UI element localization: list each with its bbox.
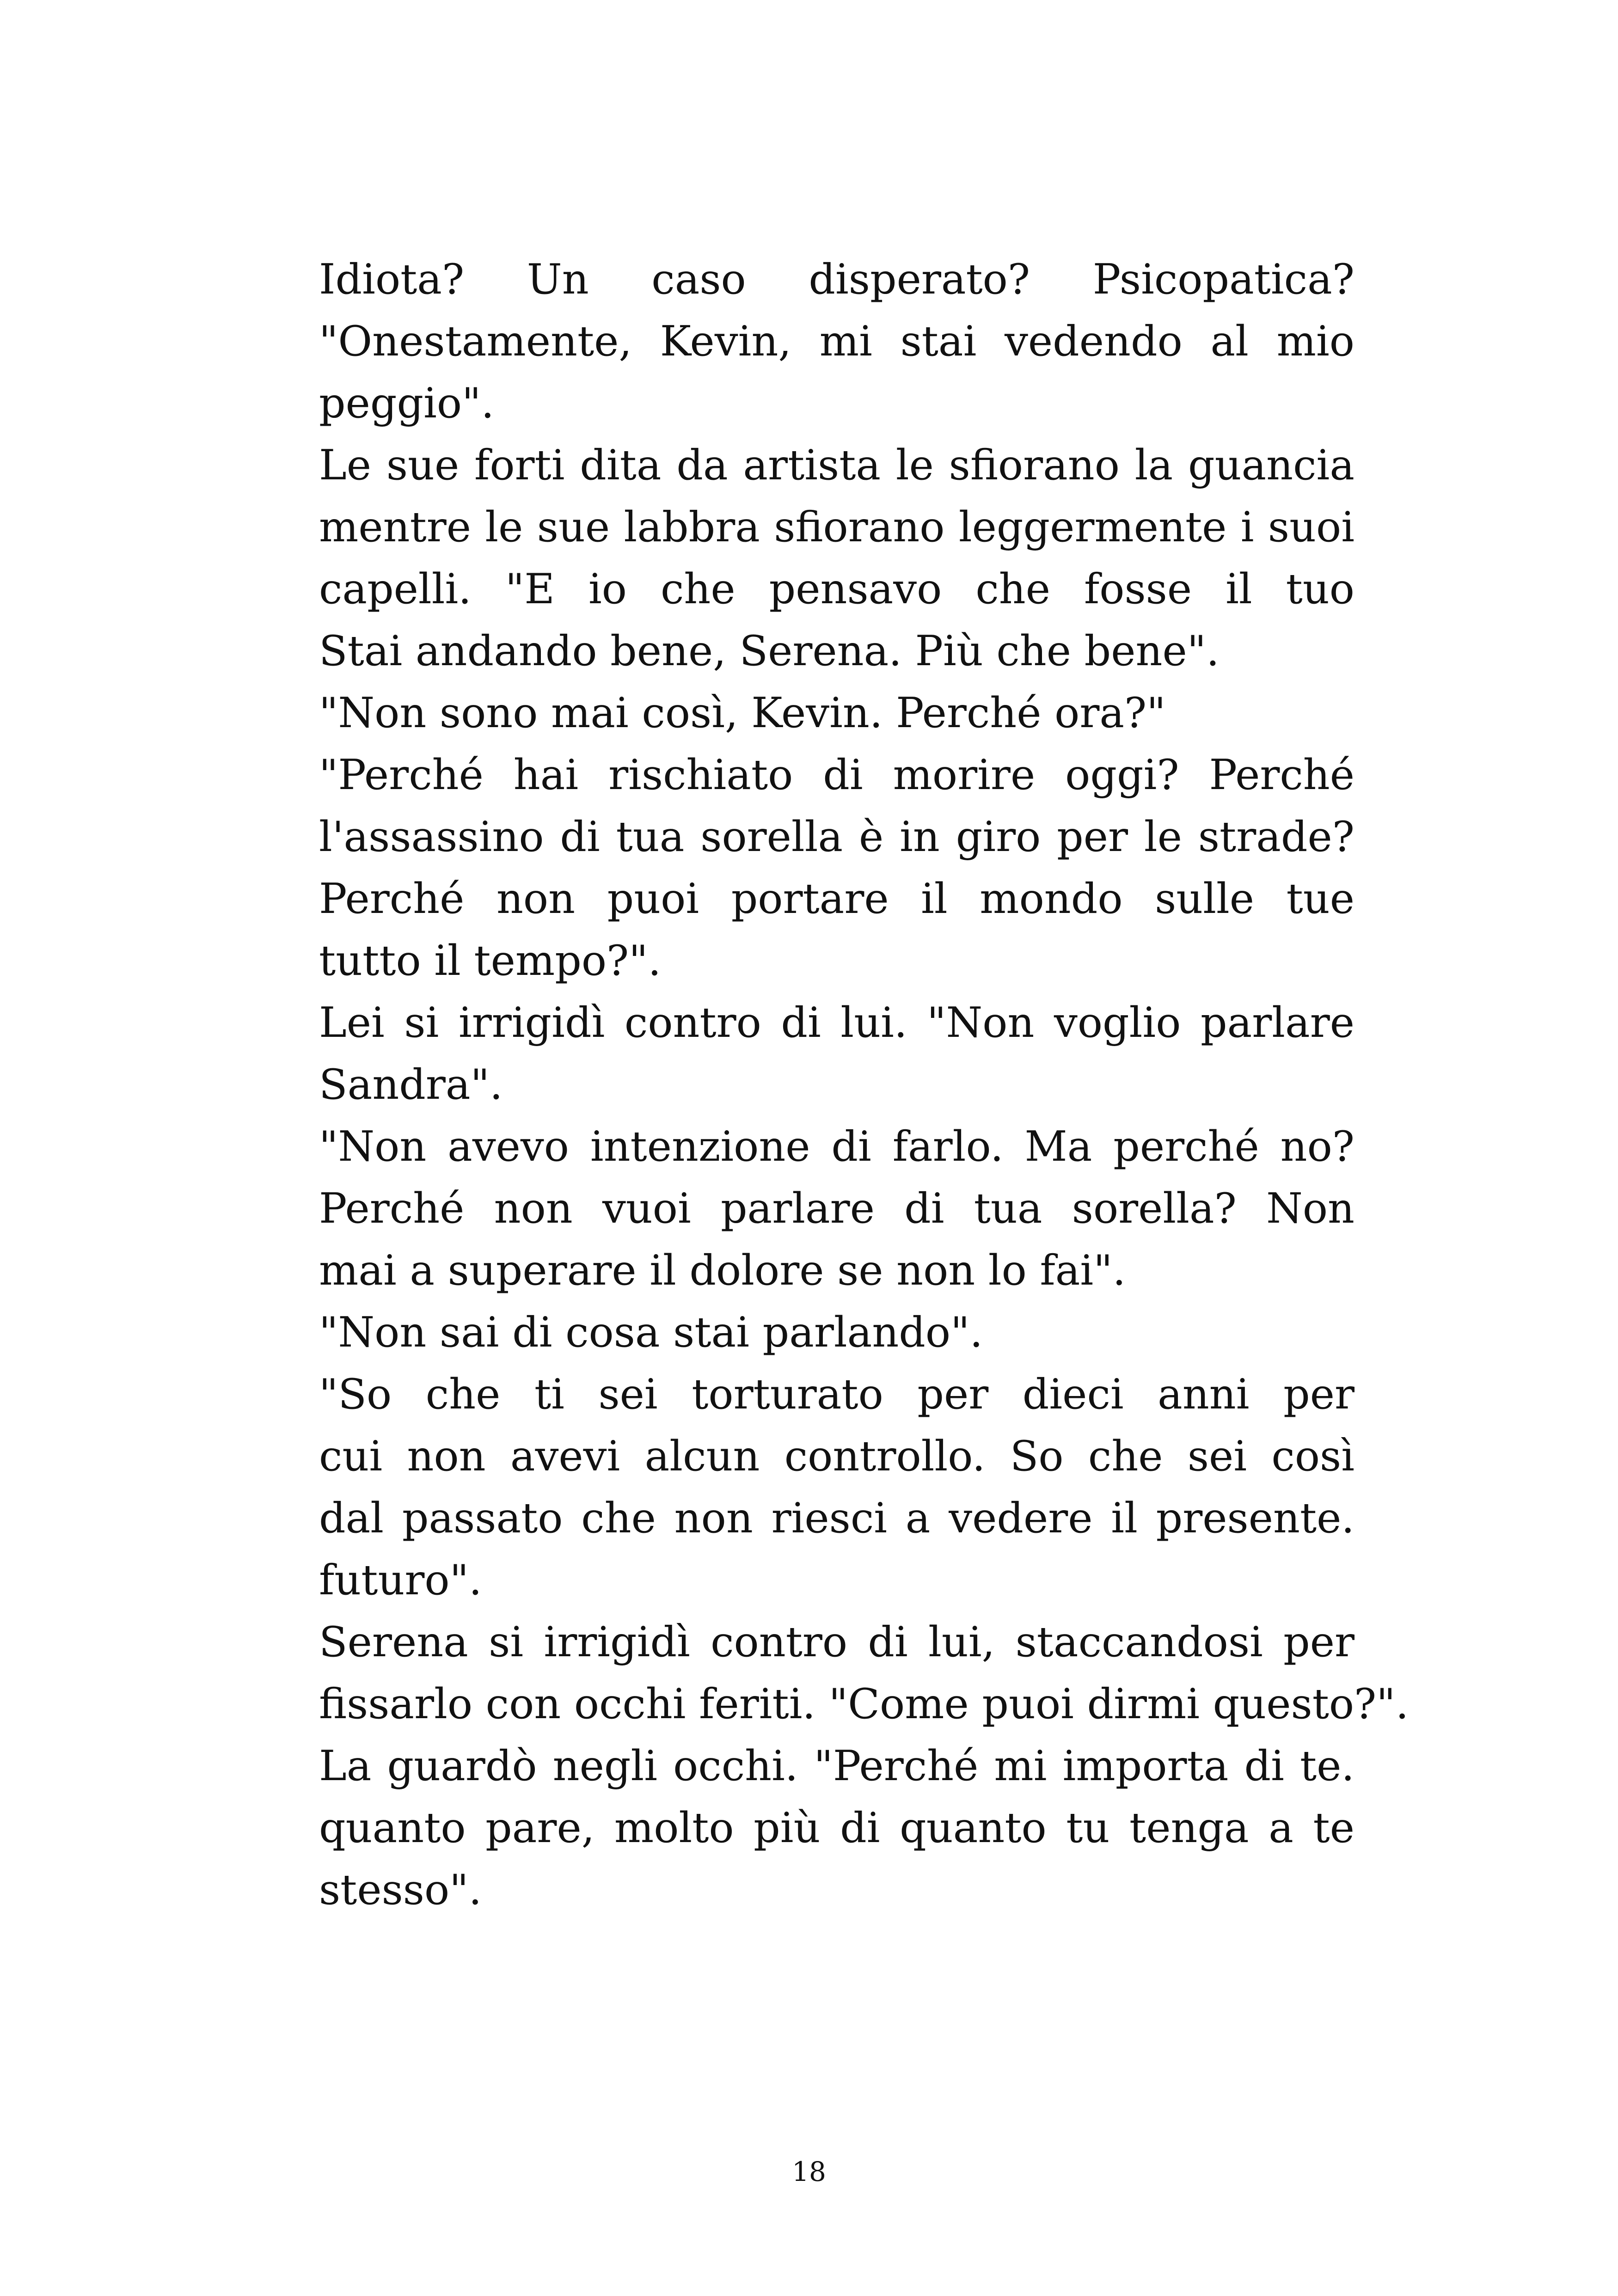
text-line: stesso".	[319, 1866, 482, 1914]
text-line: quanto pare, molto più di quanto tu tenga a te	[319, 1804, 1354, 1852]
text-line: fissarlo con occhi feriti. "Come puoi dirmi questo?".	[319, 1680, 1409, 1728]
text-line: "So che ti sei torturato per dieci anni per	[319, 1370, 1354, 1419]
text-line: Sandra".	[319, 1060, 503, 1109]
text-line: Perché non vuoi parlare di tua sorella? Non	[319, 1184, 1354, 1233]
text-line: La guardò negli occhi. "Perché mi importa di te.	[319, 1742, 1354, 1790]
text-line: futuro".	[319, 1556, 482, 1604]
text-line: Lei si irrigidì contro di lui. "Non voglio parlare	[319, 998, 1354, 1047]
text-line: peggio".	[319, 379, 495, 428]
text-line: "Non sono mai così, Kevin. Perché ora?"	[319, 689, 1166, 737]
text-line: Stai andando bene, Serena. Più che bene".	[319, 627, 1220, 675]
text-line: mentre le sue labbra sfiorano leggermente i suoi	[319, 503, 1354, 551]
page-number: 18	[792, 2156, 826, 2187]
text-line: "Non avevo intenzione di farlo. Ma perché no?	[319, 1122, 1354, 1171]
text-line: Idiota? Un caso disperato? Psicopatica?	[319, 255, 1354, 304]
text-line: Serena si irrigidì contro di lui, staccandosi per	[319, 1618, 1354, 1666]
text-line: "Perché hai rischiato di morire oggi? Perché	[319, 751, 1354, 799]
text-line: l'assassino di tua sorella è in giro per le strade?	[319, 813, 1354, 861]
text-line: capelli. "E io che pensavo che fosse il tuo	[319, 565, 1354, 613]
text-line: tutto il tempo?".	[319, 937, 662, 985]
text-line: Le sue forti dita da artista le sfiorano la guancia	[319, 441, 1354, 490]
text-line: mai a superare il dolore se non lo fai".	[319, 1246, 1126, 1295]
body-text	[319, 249, 1409, 1921]
text-line: cui non avevi alcun controllo. So che sei così	[319, 1432, 1354, 1481]
text-line: "Onestamente, Kevin, mi stai vedendo al mio	[319, 317, 1354, 366]
text-line: dal passato che non riesci a vedere il presente.	[319, 1494, 1354, 1543]
text-line: "Non sai di cosa stai parlando".	[319, 1308, 983, 1357]
text-line: Perché non puoi portare il mondo sulle tue	[319, 875, 1354, 923]
